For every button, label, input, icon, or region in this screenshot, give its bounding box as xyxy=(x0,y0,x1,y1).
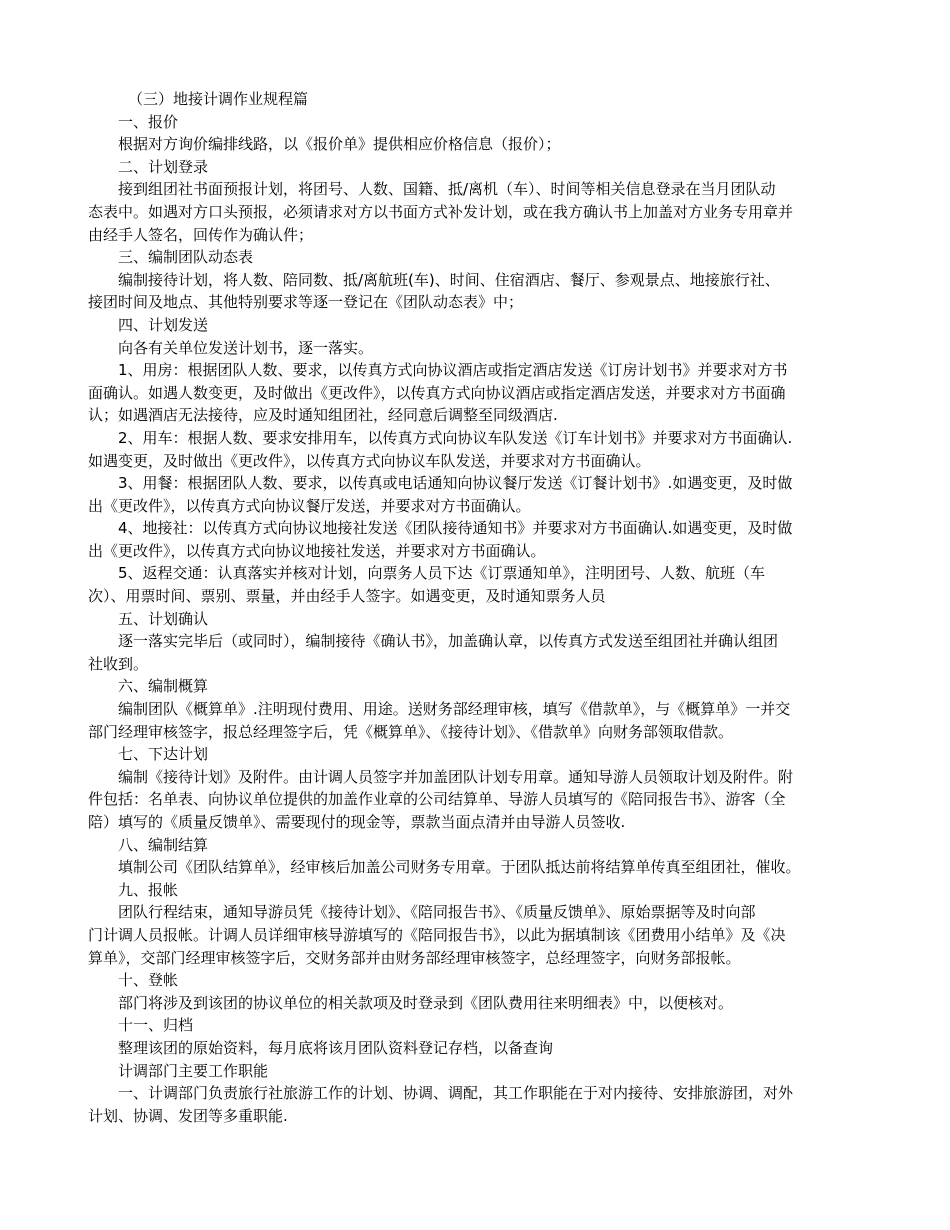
paragraph-line: 态表中。如遇对方口头预报，必须请求对方以书面方式补发计划，或在我方确认书上加盖对方业务专用章并 xyxy=(88,202,794,221)
document-title: （三）地接计调作业规程篇 xyxy=(128,90,309,108)
paragraph-line: 一、计调部门负责旅行社旅游工作的计划、协调、调配，其工作职能在于对内接待、安排旅游团，对外 xyxy=(118,1084,794,1103)
paragraph-line: 如遇变更，及时做出《更改件》，以传真方式向协议车队发送，并要求对方书面确认。 xyxy=(88,451,651,470)
paragraph-line: 部门将涉及到该团的协议单位的相关款项及时登录到《团队费用往来明细表》中，以便核对。 xyxy=(118,993,734,1012)
paragraph-line: 2、用车：根据人数、要求安排用车，以传真方式向协议车队发送《订车计划书》并要求对方书面确认. xyxy=(118,428,793,447)
paragraph-line: 次）、用票时间、票别、票量，并由经手人签字。如遇变更，及时通知票务人员 xyxy=(88,587,606,606)
paragraph-line: 3、用餐：根据团队人数、要求，以传真或电话通知向协议餐厅发送《订餐计划书》.如遇变更，及时做 xyxy=(118,474,793,493)
paragraph-line: 认；如遇酒店无法接待，应及时通知组团社，经同意后调整至同级酒店. xyxy=(88,406,558,425)
paragraph-line: 团队行程结束，通知导游员凭《接待计划》、《陪同报告书》、《质量反馈单》、原始票据等及时向部 xyxy=(118,903,756,922)
document-body xyxy=(88,88,868,1127)
paragraph-line: 出《更改件》，以传真方式向协议地接社发送，并要求对方书面确认。 xyxy=(88,541,546,560)
section-heading: 八、编制结算 xyxy=(118,835,209,854)
paragraph-line: 门计调人员报帐。计调人员详细审核导游填写的《陪同报告书》，以此为据填制该《团费用小结单》及《决 xyxy=(88,925,786,944)
section-heading: 十一、归档 xyxy=(118,1016,194,1035)
paragraph-line: 4、地接社：以传真方式向协议地接社发送《团队接待通知书》并要求对方书面确认.如遇变更，及时做 xyxy=(118,519,793,538)
paragraph-line: 算单》，交部门经理审核签字后，交财务部并由财务部经理审核签字，总经理签字，向财务部报帐。 xyxy=(88,948,741,967)
paragraph-line: 编制团队《概算单》.注明现付费用、用途。送财务部经理审核，填写《借款单》，与《概算单》一并交 xyxy=(118,700,791,719)
paragraph-line: 面确认。如遇人数变更，及时做出《更改件》，以传真方式向协议酒店或指定酒店发送，并要求对方书面确 xyxy=(88,383,786,402)
paragraph-line: 编制《接待计划》及附件。由计调人员签字并加盖团队计划专用章。通知导游人员领取计划及附件。附 xyxy=(118,767,794,786)
paragraph-line: 部门经理审核签字，报总经理签字后，凭《概算单》、《接待计划》、《借款单》向财务部领取借款。 xyxy=(88,722,734,741)
paragraph-line: 逐一落实完毕后（或同时），编制接待《确认书》，加盖确认章，以传真方式发送至组团社并确认组团 xyxy=(118,632,779,651)
paragraph-line: 陪）填写的《质量反馈单》、需要现付的现金等，票款当面点清并由导游人员签收. xyxy=(88,813,626,831)
paragraph-line: 根据对方询价编排线路，以《报价单》提供相应价格信息（报价）； xyxy=(118,135,561,154)
section-heading: 九、报帐 xyxy=(118,880,179,899)
paragraph-line: 编制接待计划，将人数、陪同数、抵/离航班(车)、时间、住宿酒店、餐厅、参观景点、地接旅行社、 xyxy=(118,270,780,289)
paragraph-line: 出《更改件》，以传真方式向协议餐厅发送，并要求对方书面确认。 xyxy=(88,496,531,515)
section-heading: 二、计划登录 xyxy=(118,157,209,176)
section-heading: 七、下达计划 xyxy=(118,745,209,764)
section-heading: 三、编制团队动态表 xyxy=(118,248,254,267)
section-heading: 一、报价 xyxy=(118,112,179,131)
paragraph-line: 接到组团社书面预报计划，将团号、人数、国籍、抵/离机（车）、时间等相关信息登录在当月团队动 xyxy=(118,180,776,199)
paragraph-line: 由经手人签名，回传作为确认件； xyxy=(88,225,314,244)
paragraph-line: 件包括：名单表、向协议单位提供的加盖作业章的公司结算单、导游人员填写的《陪同报告书》、游客（全 xyxy=(88,790,786,809)
paragraph-line: 填制公司《团队结算单》，经审核后加盖公司财务专用章。于团队抵达前将结算单传真至组团社，催收。 xyxy=(118,858,801,877)
section-heading: 计调部门主要工作职能 xyxy=(118,1061,269,1080)
section-heading: 五、计划确认 xyxy=(118,609,209,628)
paragraph-line: 5、返程交通：认真落实并核对计划，向票务人员下达《订票通知单》，注明团号、人数、航班（车 xyxy=(118,564,766,583)
section-heading: 六、编制概算 xyxy=(118,677,209,696)
section-heading: 十、登帐 xyxy=(118,971,179,990)
section-heading: 四、计划发送 xyxy=(118,315,209,334)
paragraph-line: 社收到。 xyxy=(88,654,149,673)
paragraph-line: 向各有关单位发送计划书，逐一落实。 xyxy=(118,338,374,357)
paragraph-line: 计划、协调、发团等多重职能. xyxy=(88,1106,288,1125)
paragraph-line: 整理该团的原始资料，每月底将该月团队资料登记存档，以备查询 xyxy=(118,1038,554,1057)
paragraph-line: 1、用房：根据团队人数、要求，以传真方式向协议酒店或指定酒店发送《订房计划书》并要求对方书 xyxy=(118,361,788,380)
paragraph-line: 接团时间及地点、其他特别要求等逐一登记在《团队动态表》中； xyxy=(88,293,524,312)
